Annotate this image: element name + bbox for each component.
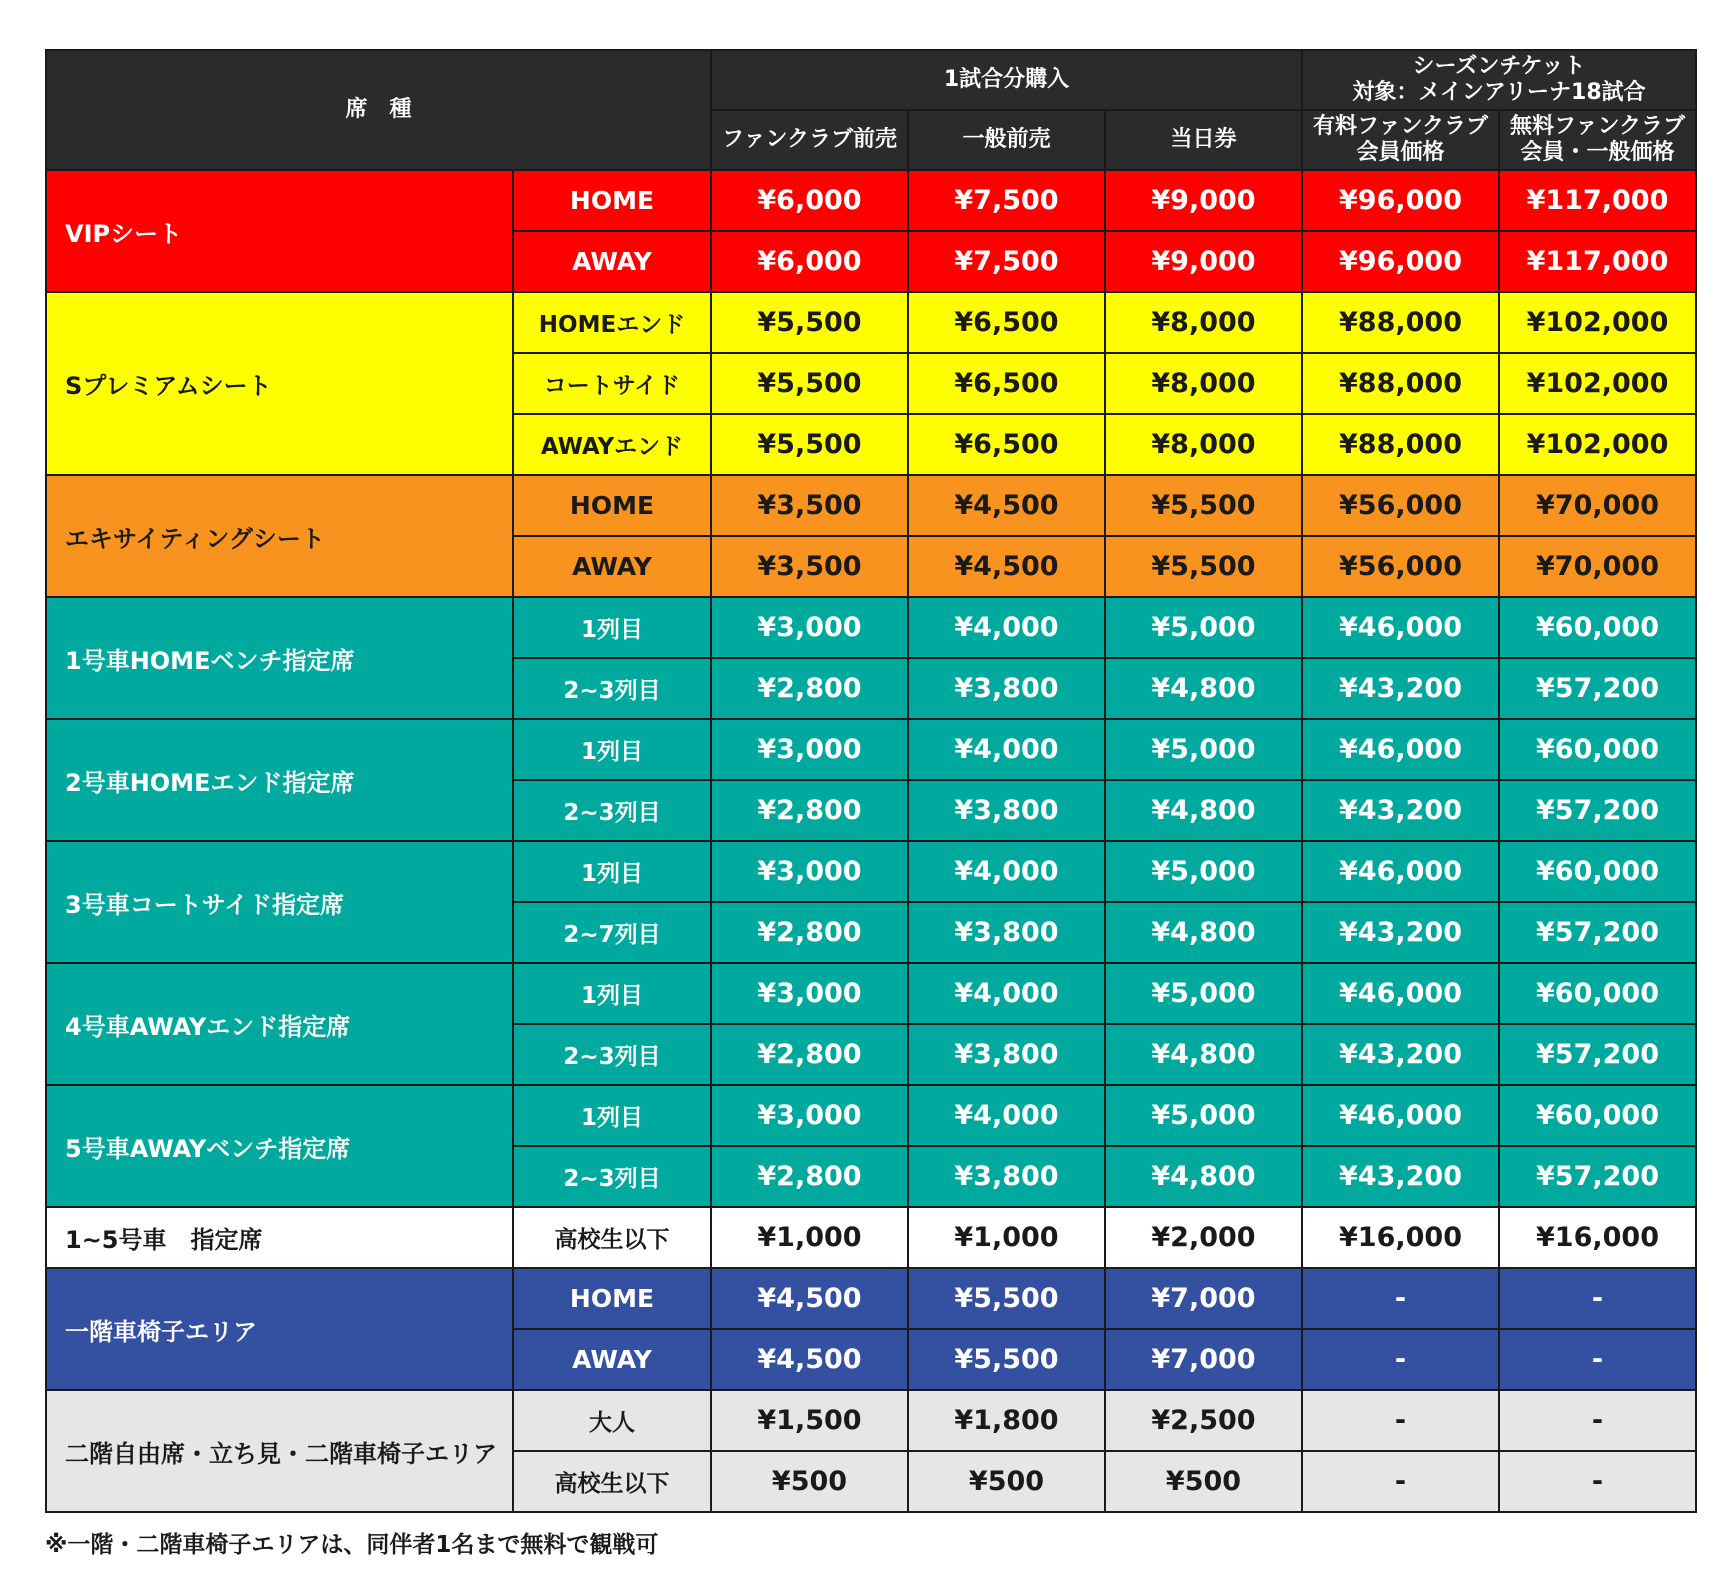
- paid-fc-season-price: ¥46,000: [1302, 1085, 1499, 1146]
- fc-presale-price: ¥2,800: [711, 1024, 908, 1085]
- same-day-price: ¥4,800: [1105, 1146, 1302, 1207]
- seat-subtype: AWAY: [513, 231, 711, 292]
- seat-type-name: エキサイティングシート: [46, 475, 513, 597]
- general-presale-price: ¥6,500: [908, 292, 1105, 353]
- general-presale-price: ¥3,800: [908, 780, 1105, 841]
- single-game-header: 1試合分購入: [711, 50, 1302, 110]
- free-fc-season-price: ¥117,000: [1499, 231, 1696, 292]
- fc-presale-price: ¥3,000: [711, 597, 908, 658]
- fc-presale-price: ¥5,500: [711, 414, 908, 475]
- seat-type-name: 1号車HOMEベンチ指定席: [46, 597, 513, 719]
- paid-fc-season-price: ¥88,000: [1302, 414, 1499, 475]
- free-fc-season-price: ¥60,000: [1499, 719, 1696, 780]
- free-fc-season-price: -: [1499, 1268, 1696, 1329]
- paid-fc-season-price: ¥43,200: [1302, 1146, 1499, 1207]
- free-fc-season-price: -: [1499, 1451, 1696, 1512]
- seat-subtype: HOME: [513, 170, 711, 231]
- table-row: [46, 475, 1696, 536]
- same-day-price: ¥4,800: [1105, 1024, 1302, 1085]
- same-day-price: ¥4,800: [1105, 902, 1302, 963]
- fc-presale-price: ¥1,000: [711, 1207, 908, 1268]
- same-day-price: ¥5,000: [1105, 841, 1302, 902]
- fc-presale-price: ¥3,000: [711, 1085, 908, 1146]
- free-fc-season-price: ¥57,200: [1499, 780, 1696, 841]
- seat-subtype: AWAY: [513, 1329, 711, 1390]
- general-presale-header: 一般前売: [908, 110, 1105, 170]
- free-fc-season-price: ¥102,000: [1499, 353, 1696, 414]
- paid-fc-season-price: -: [1302, 1451, 1499, 1512]
- paid-fc-season-price: -: [1302, 1268, 1499, 1329]
- same-day-price: ¥9,000: [1105, 170, 1302, 231]
- same-day-price: ¥5,000: [1105, 963, 1302, 1024]
- same-day-price: ¥500: [1105, 1451, 1302, 1512]
- paid-fc-season-price: ¥16,000: [1302, 1207, 1499, 1268]
- general-presale-price: ¥3,800: [908, 658, 1105, 719]
- table-row: [46, 841, 1696, 902]
- general-presale-price: ¥4,000: [908, 719, 1105, 780]
- fc-presale-price: ¥3,000: [711, 841, 908, 902]
- table-row: [46, 719, 1696, 780]
- footnote: ※一階・二階車椅子エリアは、同伴者1名まで無料で観戦可: [45, 1532, 659, 1558]
- seat-type-name: 1~5号車 指定席: [46, 1207, 513, 1268]
- fc-presale-price: ¥5,500: [711, 292, 908, 353]
- general-presale-price: ¥1,000: [908, 1207, 1105, 1268]
- general-presale-price: ¥500: [908, 1451, 1105, 1512]
- free-fc-season-price: ¥57,200: [1499, 902, 1696, 963]
- seat-subtype: HOME: [513, 475, 711, 536]
- general-presale-price: ¥3,800: [908, 902, 1105, 963]
- free-fc-season-price: ¥70,000: [1499, 536, 1696, 597]
- table-row: [46, 1207, 1696, 1268]
- same-day-price: ¥2,500: [1105, 1390, 1302, 1451]
- seat-subtype: 1列目: [513, 1085, 711, 1146]
- fc-presale-price: ¥2,800: [711, 658, 908, 719]
- same-day-price: ¥8,000: [1105, 292, 1302, 353]
- fc-presale-price: ¥2,800: [711, 1146, 908, 1207]
- paid-fc-season-price: ¥43,200: [1302, 658, 1499, 719]
- general-presale-price: ¥4,000: [908, 597, 1105, 658]
- free-fc-season-price: ¥60,000: [1499, 963, 1696, 1024]
- paid-fc-season-price: ¥96,000: [1302, 231, 1499, 292]
- fc-presale-price: ¥6,000: [711, 170, 908, 231]
- table-row: [46, 1390, 1696, 1451]
- same-day-price: ¥9,000: [1105, 231, 1302, 292]
- free-fc-season-price: ¥60,000: [1499, 841, 1696, 902]
- fc-presale-header: ファンクラブ前売: [711, 110, 908, 170]
- seat-subtype: 2~3列目: [513, 780, 711, 841]
- fc-presale-price: ¥500: [711, 1451, 908, 1512]
- seat-subtype: HOMEエンド: [513, 292, 711, 353]
- paid-fc-season-price: ¥56,000: [1302, 475, 1499, 536]
- fc-presale-price: ¥1,500: [711, 1390, 908, 1451]
- general-presale-price: ¥4,000: [908, 963, 1105, 1024]
- same-day-price: ¥5,500: [1105, 475, 1302, 536]
- fc-presale-price: ¥4,500: [711, 1329, 908, 1390]
- free-fc-season-price: ¥70,000: [1499, 475, 1696, 536]
- seat-subtype: 1列目: [513, 597, 711, 658]
- general-presale-price: ¥7,500: [908, 231, 1105, 292]
- paid-fc-season-price: ¥88,000: [1302, 292, 1499, 353]
- price-table: [45, 49, 1697, 1513]
- season-ticket-scope: 対象：メインアリーナ18試合: [1352, 80, 1646, 105]
- general-presale-price: ¥1,800: [908, 1390, 1105, 1451]
- same-day-price: ¥4,800: [1105, 780, 1302, 841]
- table-row: [46, 170, 1696, 231]
- same-day-price: ¥5,500: [1105, 536, 1302, 597]
- paid-fc-season-price: ¥96,000: [1302, 170, 1499, 231]
- free-fc-season-price: ¥102,000: [1499, 414, 1696, 475]
- fc-presale-price: ¥3,000: [711, 963, 908, 1024]
- paid-fc-season-price: ¥43,200: [1302, 1024, 1499, 1085]
- free-fc-season-price: ¥117,000: [1499, 170, 1696, 231]
- general-presale-price: ¥6,500: [908, 414, 1105, 475]
- table-row: [46, 597, 1696, 658]
- fc-presale-price: ¥3,000: [711, 719, 908, 780]
- paid-fc-header-line2: 会員価格: [1356, 140, 1445, 165]
- seat-subtype: AWAYエンド: [513, 414, 711, 475]
- free-fc-season-price: ¥57,200: [1499, 1146, 1696, 1207]
- general-presale-price: ¥4,000: [908, 1085, 1105, 1146]
- seat-subtype: 大人: [513, 1390, 711, 1451]
- paid-fc-season-price: ¥56,000: [1302, 536, 1499, 597]
- free-fc-season-price: -: [1499, 1390, 1696, 1451]
- same-day-price: ¥8,000: [1105, 353, 1302, 414]
- general-presale-price: ¥3,800: [908, 1024, 1105, 1085]
- free-fc-season-price: ¥57,200: [1499, 1024, 1696, 1085]
- paid-fc-season-price: ¥88,000: [1302, 353, 1499, 414]
- season-ticket-header: [1302, 50, 1696, 110]
- same-day-price: ¥7,000: [1105, 1329, 1302, 1390]
- general-presale-price: ¥3,800: [908, 1146, 1105, 1207]
- free-fc-season-price: -: [1499, 1329, 1696, 1390]
- table-body: [46, 170, 1696, 1512]
- same-day-price: ¥7,000: [1105, 1268, 1302, 1329]
- seat-subtype: 高校生以下: [513, 1451, 711, 1512]
- same-day-header: 当日券: [1105, 110, 1302, 170]
- general-presale-price: ¥4,000: [908, 841, 1105, 902]
- table-row: [46, 1268, 1696, 1329]
- seat-subtype: 2~3列目: [513, 658, 711, 719]
- seat-type-name: 一階車椅子エリア: [46, 1268, 513, 1390]
- seat-subtype: HOME: [513, 1268, 711, 1329]
- seat-type-name: VIPシート: [46, 170, 513, 292]
- free-fc-header-line1: 無料ファンクラブ: [1509, 114, 1686, 139]
- paid-fc-season-price: ¥43,200: [1302, 780, 1499, 841]
- seat-subtype: 2~3列目: [513, 1146, 711, 1207]
- free-fc-season-price: ¥102,000: [1499, 292, 1696, 353]
- general-presale-price: ¥5,500: [908, 1329, 1105, 1390]
- free-fc-season-price: ¥60,000: [1499, 597, 1696, 658]
- same-day-price: ¥5,000: [1105, 597, 1302, 658]
- same-day-price: ¥2,000: [1105, 1207, 1302, 1268]
- paid-fc-season-price: ¥46,000: [1302, 719, 1499, 780]
- same-day-price: ¥5,000: [1105, 1085, 1302, 1146]
- free-fc-header-line2: 会員・一般価格: [1520, 140, 1675, 165]
- paid-fc-season-price: ¥46,000: [1302, 841, 1499, 902]
- paid-fc-season-price: ¥46,000: [1302, 597, 1499, 658]
- seat-type-header: 席 種: [46, 50, 711, 170]
- table-row: [46, 292, 1696, 353]
- fc-presale-price: ¥5,500: [711, 353, 908, 414]
- seat-type-name: Sプレミアムシート: [46, 292, 513, 475]
- table-row: [46, 1085, 1696, 1146]
- seat-subtype: コートサイド: [513, 353, 711, 414]
- seat-subtype: 1列目: [513, 719, 711, 780]
- same-day-price: ¥8,000: [1105, 414, 1302, 475]
- same-day-price: ¥5,000: [1105, 719, 1302, 780]
- free-fc-season-price: ¥57,200: [1499, 658, 1696, 719]
- fc-presale-price: ¥4,500: [711, 1268, 908, 1329]
- fc-presale-price: ¥2,800: [711, 902, 908, 963]
- paid-fc-season-price: ¥43,200: [1302, 902, 1499, 963]
- general-presale-price: ¥6,500: [908, 353, 1105, 414]
- seat-subtype: 1列目: [513, 963, 711, 1024]
- paid-fc-header-line1: 有料ファンクラブ: [1312, 114, 1489, 139]
- free-fc-season-price: ¥16,000: [1499, 1207, 1696, 1268]
- seat-type-name: 二階自由席・立ち見・二階車椅子エリア: [46, 1390, 513, 1512]
- free-fc-header: [1499, 110, 1696, 170]
- seat-subtype: 2~3列目: [513, 1024, 711, 1085]
- seat-subtype: AWAY: [513, 536, 711, 597]
- paid-fc-season-price: -: [1302, 1390, 1499, 1451]
- table-row: [46, 963, 1696, 1024]
- seat-type-name: 5号車AWAYベンチ指定席: [46, 1085, 513, 1207]
- seat-type-name: 2号車HOMEエンド指定席: [46, 719, 513, 841]
- fc-presale-price: ¥2,800: [711, 780, 908, 841]
- seat-subtype: 1列目: [513, 841, 711, 902]
- general-presale-price: ¥7,500: [908, 170, 1105, 231]
- seat-subtype: 高校生以下: [513, 1207, 711, 1268]
- paid-fc-season-price: ¥46,000: [1302, 963, 1499, 1024]
- paid-fc-header: [1302, 110, 1499, 170]
- fc-presale-price: ¥3,500: [711, 475, 908, 536]
- general-presale-price: ¥5,500: [908, 1268, 1105, 1329]
- same-day-price: ¥4,800: [1105, 658, 1302, 719]
- seat-type-name: 3号車コートサイド指定席: [46, 841, 513, 963]
- fc-presale-price: ¥3,500: [711, 536, 908, 597]
- seat-type-name: 4号車AWAYエンド指定席: [46, 963, 513, 1085]
- table-header: [46, 50, 1696, 170]
- fc-presale-price: ¥6,000: [711, 231, 908, 292]
- general-presale-price: ¥4,500: [908, 536, 1105, 597]
- season-ticket-title: シーズンチケット: [1412, 54, 1586, 79]
- seat-subtype: 2~7列目: [513, 902, 711, 963]
- free-fc-season-price: ¥60,000: [1499, 1085, 1696, 1146]
- general-presale-price: ¥4,500: [908, 475, 1105, 536]
- paid-fc-season-price: -: [1302, 1329, 1499, 1390]
